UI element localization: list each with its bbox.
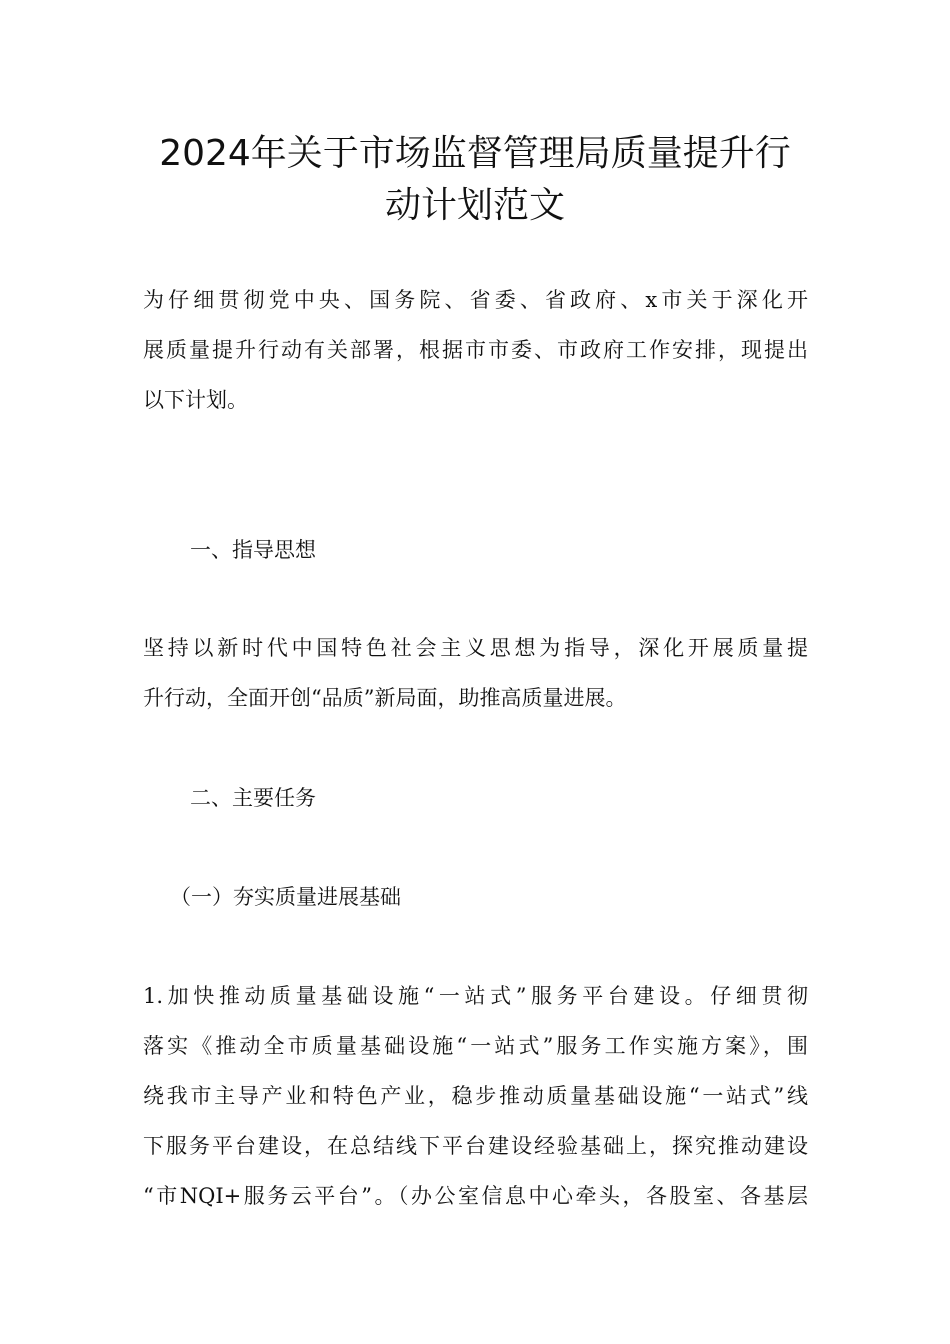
- item1-paragraph-line-5: “市NQI+服务云平台”。（办公室信息中心牵头，各股室、各基层: [143, 1184, 808, 1208]
- item1-paragraph-line-4: 下服务平台建设，在总结线下平台建设经验基础上，探究推动建设: [143, 1134, 808, 1158]
- intro-paragraph-line-2: 展质量提升行动有关部署，根据市市委、市政府工作安排，现提出: [143, 338, 808, 362]
- document-title-line-2: 动计划范文: [384, 185, 565, 226]
- section-heading-guiding-thought: 一、指导思想: [190, 538, 316, 562]
- document-title-line-1: 2024年关于市场监督管理局质量提升行: [159, 133, 791, 174]
- item1-paragraph-line-1: 1.加快推动质量基础设施“一站式”服务平台建设。仔细贯彻: [143, 984, 808, 1008]
- subsection-heading-foundation: （一）夯实质量进展基础: [170, 885, 401, 909]
- section1-paragraph-line-1: 坚持以新时代中国特色社会主义思想为指导，深化开展质量提: [143, 636, 808, 660]
- item1-paragraph-line-3: 绕我市主导产业和特色产业，稳步推动质量基础设施“一站式”线: [143, 1084, 808, 1108]
- section1-paragraph-line-2: 升行动，全面开创“品质”新局面，助推高质量进展。: [143, 686, 627, 710]
- section-heading-main-tasks: 二、主要任务: [190, 786, 316, 810]
- item1-paragraph-line-2: 落实《推动全市质量基础设施“一站式”服务工作实施方案》，围: [143, 1034, 808, 1058]
- intro-paragraph-line-3: 以下计划。: [143, 388, 248, 412]
- intro-paragraph-line-1: 为仔细贯彻党中央、国务院、省委、省政府、x市关于深化开: [143, 288, 808, 312]
